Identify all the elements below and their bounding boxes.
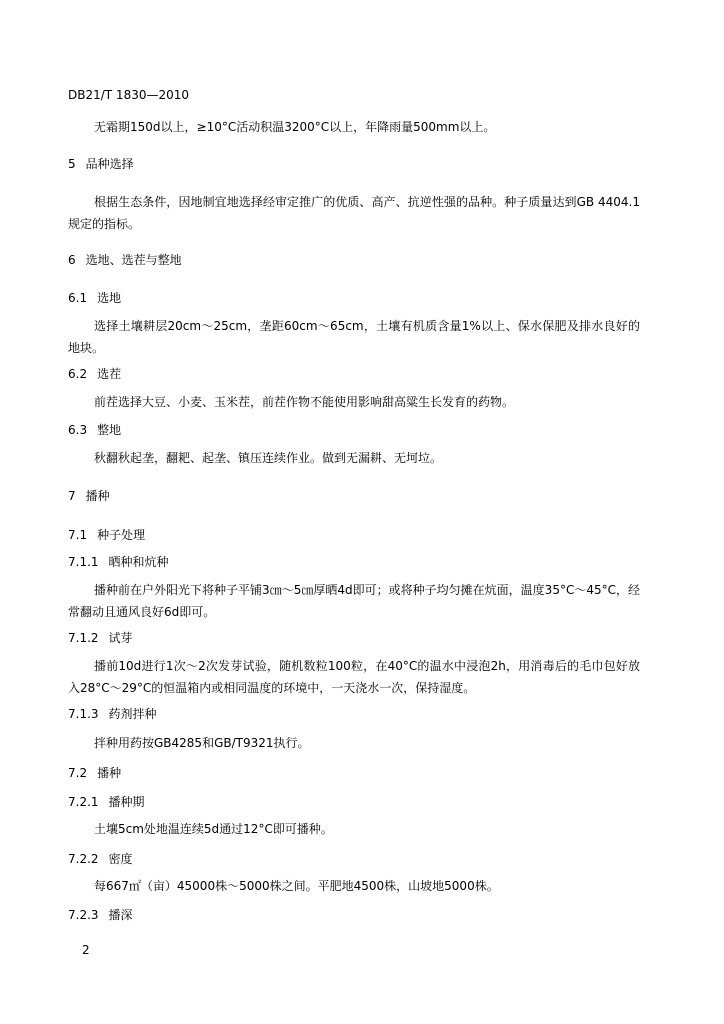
seed-drying-paragraph: 播种前在户外阳光下将种子平铺3㎝～5㎝厚晒4d即可；或将种子均匀摊在炕面，温度35°C～45°C，经常翻动且通风良好6d即可。 — [68, 583, 640, 619]
section-heading-6 — [68, 252, 182, 268]
section-heading-7-1-2 — [68, 630, 133, 646]
site-selection-paragraph: 选择土壤耕层20cm～25cm，垄距60cm～65cm，土壤有机质含量1%以上、保水保肥及排水良好的地块。 — [68, 319, 640, 355]
section-title: 种子处理 — [97, 528, 146, 542]
section-title: 密度 — [108, 852, 133, 866]
climate-paragraph: 无霜期150d以上，≥10°C活动积温3200°C以上，年降雨量500mm以上。 — [94, 120, 496, 134]
section-title: 选茬 — [97, 367, 122, 381]
section-title: 整地 — [97, 423, 122, 437]
section-title: 播种期 — [108, 795, 145, 809]
page-number: 2 — [82, 943, 90, 957]
sowing-date-paragraph: 土壤5cm处地温连续5d通过12°C即可播种。 — [94, 822, 333, 836]
section-number: 7.2.2 — [68, 852, 99, 866]
density-unit-text: 每667㎡ — [94, 879, 141, 893]
section-heading-7-2-3 — [68, 907, 133, 923]
previous-crop-paragraph: 前茬选择大豆、小麦、玉米茬，前茬作物不能使用影响甜高粱生长发育的药物。 — [94, 395, 515, 409]
section-heading-6-1 — [68, 290, 121, 306]
section-number: 7.2 — [68, 766, 88, 780]
planting-density-paragraph — [68, 875, 640, 897]
section-number: 5 — [68, 157, 76, 171]
section-number: 6 — [68, 253, 76, 267]
section-title: 播种 — [85, 489, 110, 503]
section-title: 选地 — [97, 291, 122, 305]
section-title: 品种选择 — [85, 157, 134, 171]
standard-code-header: DB21/T 1830—2010 — [68, 88, 190, 102]
seed-dressing-paragraph: 拌种用药按GB4285和GB/T9321执行。 — [94, 736, 310, 750]
section-number: 7.1 — [68, 528, 88, 542]
section-heading-7-1 — [68, 527, 145, 543]
section-number: 7.2.3 — [68, 908, 99, 922]
section-heading-7-2-1 — [68, 794, 145, 810]
section-title: 药剂拌种 — [108, 707, 157, 721]
section-number: 6.1 — [68, 291, 88, 305]
section-title: 试芽 — [108, 631, 133, 645]
section-title: 选地、选茬与整地 — [85, 253, 182, 267]
section-heading-7-1-3 — [68, 706, 157, 722]
section-heading-7-1-1 — [68, 554, 169, 570]
section-number: 6.2 — [68, 367, 88, 381]
section-title: 晒种和炕种 — [108, 555, 169, 569]
section-title: 播深 — [108, 908, 133, 922]
section-heading-7 — [68, 488, 110, 504]
section-number: 7 — [68, 489, 76, 503]
section-heading-6-2 — [68, 366, 121, 382]
variety-selection-paragraph: 根据生态条件，因地制宜地选择经审定推广的优质、高产、抗逆性强的品种。种子质量达到GB 4404.1规定的指标。 — [68, 195, 640, 231]
section-heading-5 — [68, 156, 134, 172]
section-number: 6.3 — [68, 423, 88, 437]
section-heading-7-2 — [68, 765, 121, 781]
section-number: 7.2.1 — [68, 795, 99, 809]
section-number: 7.1.1 — [68, 555, 99, 569]
germination-test-paragraph: 播前10d进行1次～2次发芽试验，随机数粒100粒，在40°C的温水中浸泡2h，用消毒后的毛巾包好放入28°C～29°C的恒温箱内或相同温度的环境中，一天浇水一次，保持湿度。 — [68, 659, 640, 695]
density-text: （亩）45000株～5000株之间。平肥地4500株，山坡地5000株。 — [140, 879, 499, 893]
section-number: 7.1.3 — [68, 707, 99, 721]
section-heading-6-3 — [68, 422, 121, 438]
land-preparation-paragraph: 秋翻秋起垄，翻耙、起垄、镇压连续作业。做到无漏耕、无坷垃。 — [94, 451, 443, 465]
section-number: 7.1.2 — [68, 631, 99, 645]
section-title: 播种 — [97, 766, 122, 780]
section-heading-7-2-2 — [68, 851, 133, 867]
